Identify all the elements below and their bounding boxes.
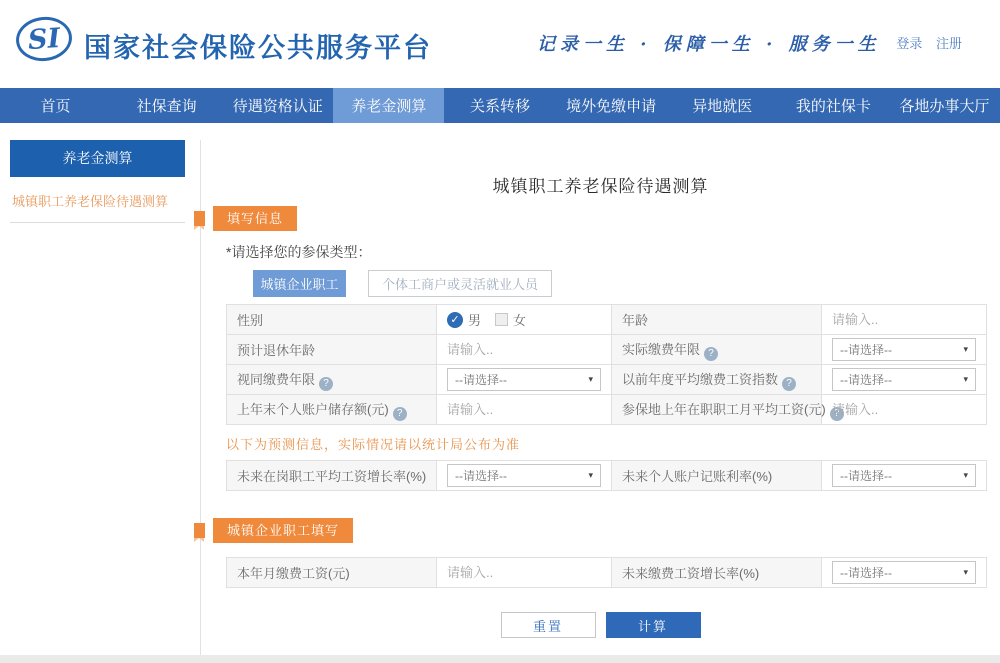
actual-payment-years-field xyxy=(822,335,987,365)
auth-links xyxy=(886,33,962,52)
future-payment-wage-growth-label: 未来缴费工资增长率(%) xyxy=(612,558,822,588)
sidebar-header-pension-calculation: 养老金测算 xyxy=(10,140,185,177)
si-logo-icon xyxy=(14,14,74,64)
select-placeholder: --请选择-- xyxy=(840,343,892,357)
expected-retirement-age-input[interactable] xyxy=(447,342,601,357)
insurance-type-label: *请选择您的参保类型： xyxy=(226,244,372,260)
local-avg-monthly-wage-input[interactable] xyxy=(832,402,976,417)
nav-item-local-service-halls[interactable]: 各地办事大厅 xyxy=(899,98,990,115)
table-row xyxy=(227,335,987,365)
female-label: 女 xyxy=(513,313,527,328)
calculate-button[interactable]: 计算 xyxy=(606,612,701,638)
nav-item-benefit-qualification[interactable]: 待遇资格认证 xyxy=(232,98,323,115)
chevron-down-icon: ▾ xyxy=(588,470,593,480)
nav-item-relation-transfer[interactable]: 关系转移 xyxy=(469,98,530,115)
deemed-payment-years-field xyxy=(437,365,612,395)
ribbon-icon xyxy=(194,523,205,538)
nav-item-pension-calculation[interactable]: 养老金测算 xyxy=(333,88,444,123)
future-account-rate-field xyxy=(822,461,987,491)
table-row xyxy=(227,461,987,491)
section-fill-info xyxy=(194,206,297,231)
future-account-rate-select[interactable] xyxy=(832,464,976,487)
personal-account-balance-label xyxy=(227,395,437,425)
local-avg-monthly-wage-label xyxy=(612,395,826,425)
current-monthly-wage-label: 本年月缴费工资(元) xyxy=(227,558,437,588)
future-wage-growth-select[interactable] xyxy=(447,464,601,487)
select-placeholder: --请选择-- xyxy=(455,373,507,387)
chevron-down-icon: ▾ xyxy=(963,374,968,384)
avg-payment-wage-index-select[interactable] xyxy=(832,368,976,391)
table-row xyxy=(227,365,987,395)
male-label: 男 xyxy=(468,313,482,328)
footer-strip xyxy=(0,655,1000,663)
expected-retirement-age-field xyxy=(437,335,612,365)
help-icon[interactable]: ? xyxy=(393,407,407,421)
actual-payment-years-select[interactable] xyxy=(832,338,976,361)
main-nav xyxy=(0,88,1000,123)
deemed-payment-years-text: 视同缴费年限 xyxy=(237,371,316,387)
ribbon-icon xyxy=(194,211,205,226)
local-avg-monthly-wage-text: 参保地上年在职职工月平均工资(元) xyxy=(622,401,826,417)
current-monthly-wage-input[interactable] xyxy=(447,565,601,580)
chevron-down-icon: ▾ xyxy=(588,374,593,384)
personal-account-balance-field xyxy=(437,395,612,425)
local-avg-monthly-wage-field xyxy=(822,395,987,425)
reset-button[interactable]: 重置 xyxy=(501,612,596,638)
gender-label: 性别 xyxy=(227,305,437,335)
sidebar-item-urban-employee-calc[interactable]: 城镇职工养老保险待遇测算 xyxy=(10,177,185,223)
select-placeholder: --请选择-- xyxy=(840,566,892,580)
page-title: 城镇职工养老保险待遇测算 xyxy=(492,177,709,196)
future-account-rate-label: 未来个人账户记账利率(%) xyxy=(612,461,822,491)
nav-item-social-insurance-query[interactable]: 社保查询 xyxy=(136,98,197,115)
age-label: 年龄 xyxy=(612,305,822,335)
male-checkbox[interactable]: ✓ xyxy=(447,312,463,328)
nav-item-overseas-exemption[interactable]: 境外免缴申请 xyxy=(566,98,657,115)
personal-account-balance-text: 上年末个人账户储存额(元) xyxy=(237,401,389,417)
nav-item-my-social-card[interactable]: 我的社保卡 xyxy=(795,98,871,115)
type-button-flexible-employment[interactable]: 个体工商户或灵活就业人员 xyxy=(368,270,552,297)
chevron-down-icon: ▾ xyxy=(963,567,968,577)
select-placeholder: --请选择-- xyxy=(840,373,892,387)
age-field xyxy=(822,305,987,335)
header xyxy=(0,0,1000,88)
future-payment-wage-growth-select[interactable] xyxy=(832,561,976,584)
register-link[interactable]: 注册 xyxy=(935,36,962,51)
section-urban-employee-fill-label: 城镇企业职工填写 xyxy=(213,518,353,543)
action-buttons xyxy=(201,612,1000,638)
site-slogan: 记录一生 · 保障一生 · 服务一生 xyxy=(537,34,881,55)
deemed-payment-years-label xyxy=(227,365,437,395)
help-icon[interactable]: ? xyxy=(319,377,333,391)
site-title: 国家社会保险公共服务平台 xyxy=(84,33,432,63)
section-urban-employee-fill xyxy=(194,518,353,543)
table-row xyxy=(227,305,987,335)
personal-account-balance-input[interactable] xyxy=(447,402,601,417)
basic-info-table xyxy=(226,304,987,425)
select-placeholder: --请选择-- xyxy=(840,469,892,483)
actual-payment-years-label xyxy=(612,335,822,365)
current-monthly-wage-field xyxy=(437,558,612,588)
avg-payment-wage-index-label xyxy=(612,365,822,395)
sidebar xyxy=(10,140,185,223)
table-row xyxy=(227,558,987,588)
nav-item-home[interactable]: 首页 xyxy=(40,98,71,115)
expected-retirement-age-label: 预计退休年龄 xyxy=(227,335,437,365)
urban-employee-table xyxy=(226,557,987,588)
female-checkbox[interactable] xyxy=(495,313,508,326)
nav-item-remote-medical[interactable]: 异地就医 xyxy=(692,98,753,115)
logo-text: SI xyxy=(26,22,62,56)
age-input[interactable] xyxy=(832,312,976,327)
help-icon[interactable]: ? xyxy=(782,377,796,391)
future-wage-growth-field xyxy=(437,461,612,491)
actual-payment-years-text: 实际缴费年限 xyxy=(622,341,701,357)
chevron-down-icon: ▾ xyxy=(963,344,968,354)
login-link[interactable]: 登录 xyxy=(896,36,923,51)
select-placeholder: --请选择-- xyxy=(455,469,507,483)
future-payment-wage-growth-field xyxy=(822,558,987,588)
type-button-urban-enterprise[interactable]: 城镇企业职工 xyxy=(253,270,346,297)
main-panel xyxy=(200,140,1000,655)
table-row xyxy=(227,395,987,425)
forecast-table xyxy=(226,460,987,491)
deemed-payment-years-select[interactable] xyxy=(447,368,601,391)
chevron-down-icon: ▾ xyxy=(963,470,968,480)
gender-field xyxy=(437,305,612,335)
help-icon[interactable]: ? xyxy=(704,347,718,361)
avg-payment-wage-index-field xyxy=(822,365,987,395)
avg-payment-wage-index-text: 以前年度平均缴费工资指数 xyxy=(622,371,779,387)
future-wage-growth-label: 未来在岗职工平均工资增长率(%) xyxy=(227,461,437,491)
forecast-notice: 以下为预测信息，实际情况请以统计局公布为准 xyxy=(226,437,521,452)
section-fill-info-label: 填写信息 xyxy=(213,206,297,231)
